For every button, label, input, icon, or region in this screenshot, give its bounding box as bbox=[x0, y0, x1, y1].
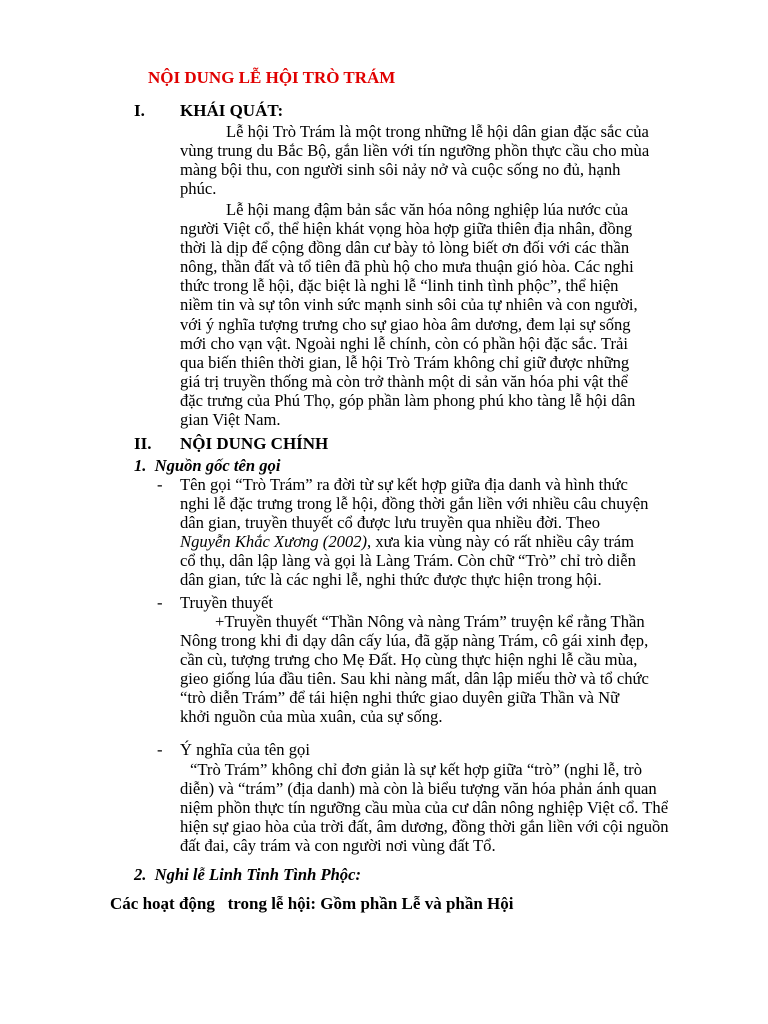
text-line: hiện sự giao hòa của trời đất, âm dương, đồng thời gắn liền với cội nguồn bbox=[180, 817, 669, 837]
overview-paragraph-1 bbox=[180, 122, 690, 198]
text-line bbox=[180, 532, 694, 551]
text-line: gieo giống lúa đầu tiên. Sau khi nàng mất, dân lập miếu thờ và tổ chức bbox=[180, 669, 649, 689]
text-line: mới cho vạn vật. Ngoài nghi lễ chính, còn có phần hội đặc sắc. Trải bbox=[180, 333, 628, 353]
text-line: qua biến thiên thời gian, lễ hội Trò Trám không chỉ giữ được những bbox=[180, 352, 630, 372]
subsection-heading-origin bbox=[134, 456, 280, 476]
text-line: đặc trưng của Phú Thọ, góp phần làm phong phú kho tàng lễ hội dân bbox=[180, 390, 636, 410]
text-line: +Truyền thuyết “Thần Nông và nàng Trám” truyện kể rằng Thần bbox=[215, 612, 645, 631]
author-citation: Nguyễn Khắc Xương (2002) bbox=[180, 532, 368, 552]
section-title: NỘI DUNG CHÍNH bbox=[180, 434, 329, 453]
text-line: đất đai, cây trám và con người nơi vùng đất Tổ. bbox=[180, 836, 496, 856]
bullet-item-name-meaning bbox=[157, 740, 457, 759]
section-title: KHÁI QUÁT: bbox=[180, 101, 284, 120]
section-number: II. bbox=[134, 434, 152, 453]
bullet-text: Ý nghĩa của tên gọi bbox=[180, 740, 310, 759]
text-line: cổ thụ, dân lập làng và gọi là Làng Trám. Còn chữ “Trò” chỉ trò diễn bbox=[180, 551, 636, 571]
subsection-title: Nguồn gốc tên gọi bbox=[154, 456, 281, 475]
meaning-paragraph bbox=[180, 760, 700, 855]
text-line: nghi lễ đặc trưng trong lễ hội, đồng thời gắn liền với nhiều câu chuyện bbox=[180, 494, 649, 513]
bullet-item-legend bbox=[157, 593, 457, 612]
bullet-dash: - bbox=[157, 740, 163, 759]
text-line: Lễ hội mang đậm bản sắc văn hóa nông nghiệp lúa nước của bbox=[226, 200, 629, 219]
bullet-dash: - bbox=[157, 593, 163, 612]
text-line: khởi nguồn của mùa xuân, của sự sống. bbox=[180, 707, 443, 727]
activities-heading: Các hoạt động trong lễ hội: Gồm phần Lễ và phần Hội bbox=[110, 894, 514, 913]
text-line: thức trong lễ hội, đặc biệt là nghi lễ “linh tinh tình phộc”, thể hiện bbox=[180, 276, 619, 296]
text-line: gian Việt Nam. bbox=[180, 410, 281, 430]
text-line: Lễ hội Trò Trám là một trong những lễ hội dân gian đặc sắc của bbox=[226, 122, 649, 141]
document-title: NỘI DUNG LỄ HỘI TRÒ TRÁM bbox=[148, 68, 396, 87]
text-line: màng bội thu, con người sinh sôi nảy nở và cuộc sống no đủ, hạnh bbox=[180, 160, 621, 180]
text-fragment: , xưa kia vùng này có rất nhiều cây trám bbox=[367, 532, 635, 552]
text-line: Nông trong khi đi dạy dân cấy lúa, đã gặp nàng Trám, cô gái xinh đẹp, bbox=[180, 631, 649, 651]
text-line: dân gian, truyền thuyết cổ được lưu truyền qua nhiều đời. Theo bbox=[180, 513, 601, 533]
subsection-number: 1. bbox=[134, 456, 147, 475]
subsection-title: Nghi lễ Linh Tinh Tình Phộc: bbox=[154, 865, 361, 884]
text-line: với ý nghĩa tượng trưng cho sự giao hòa âm dương, đem lại sự sống bbox=[180, 314, 631, 334]
overview-paragraph-2 bbox=[180, 200, 690, 429]
origin-paragraph bbox=[180, 494, 694, 589]
bullet-text: Truyền thuyết bbox=[180, 593, 273, 612]
text-line: nông, thần đất và tổ tiên đã phù hộ cho mưa thuận gió hòa. Các nghi bbox=[180, 257, 634, 277]
bullet-dash: - bbox=[157, 475, 163, 494]
bullet-text: Tên gọi “Trò Trám” ra đời từ sự kết hợp giữa địa danh và hình thức bbox=[180, 475, 628, 494]
legend-paragraph bbox=[180, 612, 690, 727]
text-line: người Việt cổ, thể hiện khát vọng hòa hợp giữa thiên địa nhân, đồng bbox=[180, 219, 633, 239]
subsection-number: 2. bbox=[134, 865, 147, 884]
text-line: niềm tin và sự tôn vinh sức mạnh sinh sôi của tự nhiên và con người, bbox=[180, 295, 638, 315]
text-line: thời là dịp để cộng đồng dân cư bày tỏ lòng biết ơn đối với các thần bbox=[180, 238, 630, 258]
text-line: giá trị truyền thống mà còn trở thành một di sản văn hóa phi vật thể bbox=[180, 371, 628, 391]
bullet-item-name-origin bbox=[157, 475, 697, 494]
text-line: dân gian, tức là các nghi lễ, nghi thức được thực hiện trong hội. bbox=[180, 570, 602, 590]
section-number: I. bbox=[134, 101, 145, 120]
text-line: phúc. bbox=[180, 179, 217, 199]
text-line: cần cù, tượng trưng cho Mẹ Đất. Họ cùng thực hiện nghi lễ cầu mùa, bbox=[180, 650, 638, 670]
subsection-heading-ritual bbox=[134, 865, 361, 885]
text-line: “Trò Trám” không chỉ đơn giản là sự kết hợp giữa “trò” (nghi lễ, trò bbox=[190, 760, 643, 779]
text-line: diễn) và “trám” (địa danh) mà còn là biểu tượng văn hóa phản ánh quan bbox=[180, 779, 657, 799]
text-line: niệm phồn thực tín ngưỡng cầu mùa của cư dân nông nghiệp Việt cổ. Thể bbox=[180, 798, 669, 818]
text-line: vùng trung du Bắc Bộ, gắn liền với tín ngưỡng phồn thực cầu cho mùa bbox=[180, 141, 650, 161]
text-line: “trò diễn Trám” để tái hiện nghi thức giao duyên giữa Thần và Nữ bbox=[180, 688, 620, 708]
